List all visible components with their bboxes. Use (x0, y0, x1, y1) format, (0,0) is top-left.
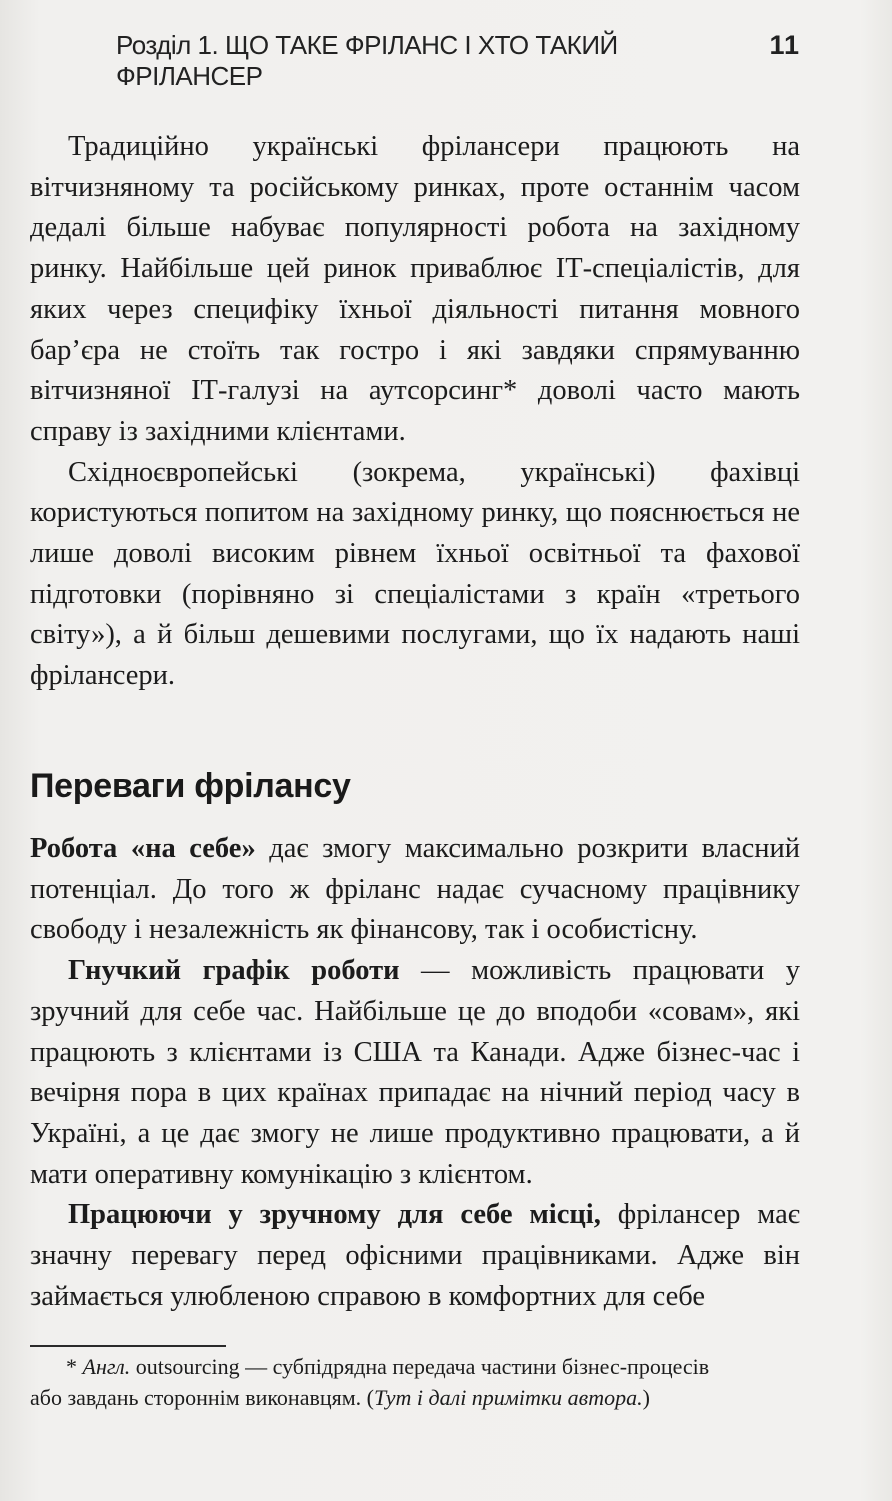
footnote-lang: Англ. (82, 1354, 131, 1379)
chapter-title: Розділ 1. ЩО ТАКЕ ФРІЛАНС І ХТО ТАКИЙ ФРІЛАНСЕР (116, 30, 618, 91)
footnote-text: або завдань стороннім виконавцям. ( (30, 1384, 374, 1410)
footnote-note: Тут і далі примітки автора. (374, 1384, 643, 1410)
footnote-line (30, 1352, 800, 1383)
paragraph: Традиційно українські фрілансери працюють на вітчизняному та російському ринках, проте останнім часом дедалі більше набуває популярності робота на західному ринку. Найбільше цей ринок приваблює ІТ-спеціалістів, для яких через специфіку їхньої діяльності питання мовного бар’єра не стоїть так гостро і які завдяки спрямуванню вітчизняної ІТ-галузі на аутсорсинг* доволі часто мають справу із західними клієнтами. (30, 131, 800, 447)
paragraph-text: — можливість працювати у зручний для себе час. Найбільше це до вподоби «совам», які працюють з клієнтами із США та Канади. Адже бізнес-час і вечірня пора в цих країнах припадає на нічний період часу в Україні, а це дає змогу не лише продуктивно працювати, а й мати оперативну комунікацію з клієнтом. (30, 955, 800, 1190)
footnote (30, 1352, 800, 1413)
intro-text (30, 127, 800, 697)
footnote-marker: * (66, 1354, 83, 1379)
paragraph-text: фрілансер має значну перевагу перед офісними працівниками. Адже він займається улюбленою справою в комфортних для себе (30, 1199, 800, 1312)
paragraph-text: дає змогу максимально розкрити власний потенціал. До того ж фріланс надає сучасному працівнику свободу і незалежність як фінансову, так і особистісну. (30, 833, 801, 946)
paragraph: Східноєвропейські (зокрема, українські) фахівці користуються попитом на західному ринку, що пояснюється не лише доволі високим рівнем їхньої освітньої та фахової підготовки (порівняно зі спеціалістами з країн «третього світу»), а й більш дешевими послугами, що їх надають наші фрілансери. (30, 456, 800, 692)
footnote-line (30, 1383, 800, 1414)
paragraph (30, 951, 800, 1195)
footnote-divider (30, 1345, 226, 1347)
footnote-close: ) (642, 1384, 650, 1410)
page-number: 11 (769, 30, 800, 60)
paragraph (30, 1195, 800, 1317)
section-heading: Переваги фрілансу (30, 767, 351, 805)
footnote-term: outsourcing — субпідрядна передача частини бізнес-процесів (130, 1354, 710, 1379)
paragraph (30, 829, 800, 951)
section-text (30, 829, 800, 1317)
bold-term: Працюючи у зручному для себе місці, (68, 1199, 601, 1231)
bold-term: Робота «на себе» (30, 833, 256, 864)
running-header (116, 30, 800, 91)
bold-term: Гнучкий графік роботи (68, 955, 400, 987)
